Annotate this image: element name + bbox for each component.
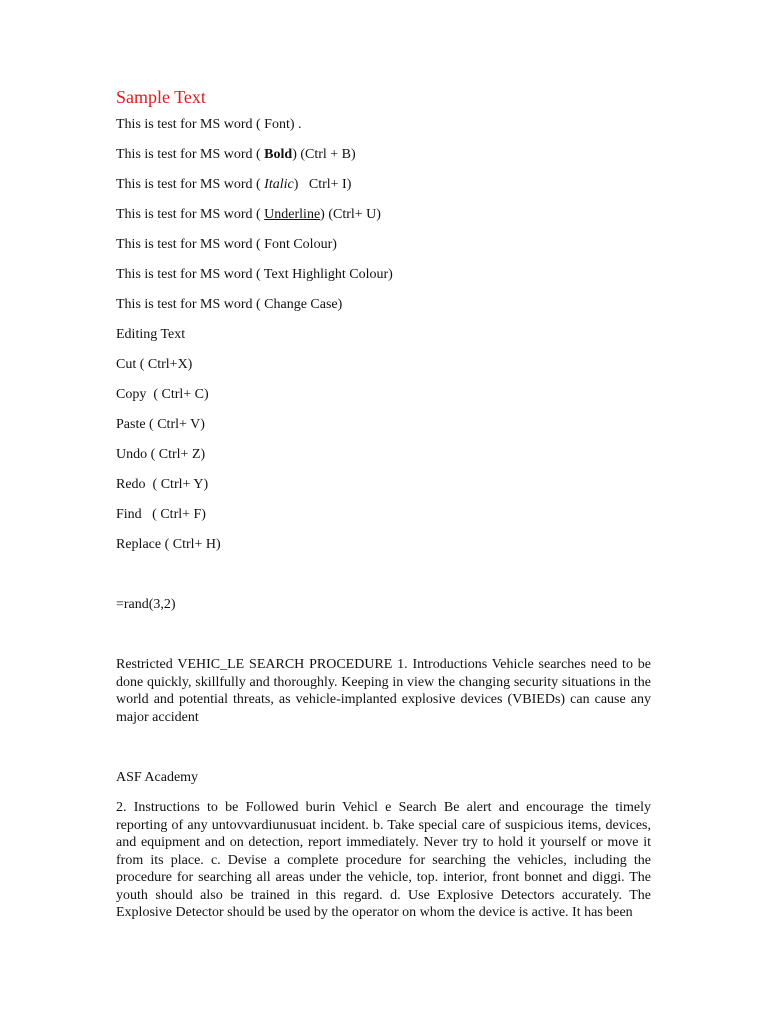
editing-line-find: Find ( Ctrl+ F) bbox=[116, 507, 206, 522]
editing-line-copy: Copy ( Ctrl+ C) bbox=[116, 387, 209, 402]
page-title: Sample Text bbox=[116, 87, 206, 107]
rand-formula: =rand(3,2) bbox=[116, 597, 176, 612]
academy-heading: ASF Academy bbox=[116, 770, 199, 785]
editing-heading: Editing Text bbox=[116, 327, 186, 342]
editing-line-redo: Redo ( Ctrl+ Y) bbox=[116, 477, 209, 492]
italic-sample: Italic bbox=[264, 177, 294, 192]
format-line-italic: This is test for MS word ( Italic) Ctrl+ I) bbox=[116, 177, 352, 192]
bold-sample: Bold bbox=[264, 147, 293, 162]
paragraph-instructions: 2. Instructions to be Followed burin Vehicl e Search Be alert and encourage the timely reporting of any untovvardiunusuat incident. b. Take special care of suspicious items, devices, and equipment and on detection, report immediately. Never try to hold it yourself or move it from its place. c. Devise a complete procedure for searching the vehicles, including the procedure for searching all areas under the vehicle, top. interior, front bonnet and diggi. The youth should also be trained in this regard. d. Use Explosive Detectors accurately. The Explosive Detector should be used by the operator on whom the device is active. It has been bbox=[116, 800, 651, 920]
document-body bbox=[116, 86, 651, 922]
editing-line-replace: Replace ( Ctrl+ H) bbox=[116, 537, 221, 552]
format-line-font-colour: This is test for MS word ( Font Colour) bbox=[116, 237, 337, 252]
format-line-font: This is test for MS word ( Font) . bbox=[116, 117, 302, 132]
editing-line-paste: Paste ( Ctrl+ V) bbox=[116, 417, 205, 432]
format-line-underline: This is test for MS word ( Underline) (Ctrl+ U) bbox=[116, 207, 381, 222]
editing-line-cut: Cut ( Ctrl+X) bbox=[116, 357, 193, 372]
format-line-highlight: This is test for MS word ( Text Highlight Colour) bbox=[116, 267, 393, 282]
underline-sample: Underline bbox=[264, 207, 321, 222]
paragraph-vehicle-search: Restricted VEHIC_LE SEARCH PROCEDURE 1. Introductions Vehicle searches need to be done quickly, skillfully and thoroughly. Keeping in view the changing security situations in the world and potential threats, as vehicle-implanted explosive devices (VBIEDs) can cause any major accident bbox=[116, 657, 651, 725]
format-line-bold: This is test for MS word ( Bold) (Ctrl + B) bbox=[116, 147, 356, 162]
editing-line-undo: Undo ( Ctrl+ Z) bbox=[116, 447, 206, 462]
format-line-change-case: This is test for MS word ( Change Case) bbox=[116, 297, 343, 312]
